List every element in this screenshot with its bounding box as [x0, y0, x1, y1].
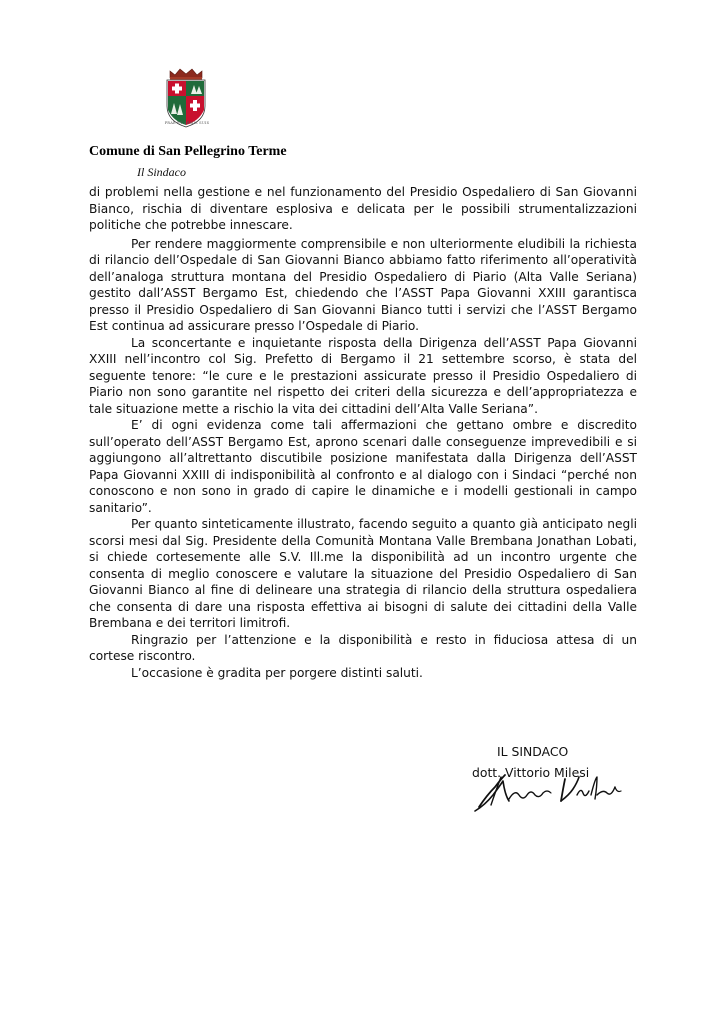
paragraph: E’ di ogni evidenza come tali affermazioni che gettano ombre e discredito sull’operato dell’ASST Bergamo Est, aprono scenari dalle conseguenze imprevedibili e si aggiungono all’altrettanto discutibile posizione manifestata dalla Dirigenza dell’ASST Papa Giovanni XXIII di indisponibilità al confronto e al dialogo con i Sindaci “perché non conoscono e non sono in grado di capire le dinamiche e i modelli gestionali in campo sanitario”.: [89, 418, 637, 515]
letter-body: [89, 184, 637, 681]
signature-title: IL SINDACO: [497, 744, 569, 759]
paragraph: Per rendere maggiormente comprensibile e non ulteriormente eludibili la richiesta di rilancio dell’Ospedale di San Giovanni Bianco abbiamo fatto riferimento all’operatività dell’analoga struttura montana del Presidio Ospedaliero di Piario (Alta Valle Seriana) gestito dall’ASST Bergamo Est, chiedendo che l’ASST Papa Giovanni XXIII garantisca presso il Presidio Ospedaliero di San Giovanni Bianco tutti i servizi che l’ASST Bergamo Est continua ad assicurare presso l’Ospedale di Piario.: [89, 236, 637, 333]
paragraph: Ringrazio per l’attenzione e la disponibilità e resto in fiduciosa attesa di un cortese riscontro.: [89, 632, 637, 663]
commune-name: Comune di San Pellegrino Terme: [89, 144, 287, 159]
crest-motto: PRAE ET ARMIS SUIS: [164, 121, 210, 125]
handwritten-signature: [465, 765, 640, 815]
paragraph: Per quanto sinteticamente illustrato, facendo seguito a quanto già anticipato negli scorsi mesi dal Sig. Presidente della Comunità Montana Valle Brembana Jonathan Lobati, si chiede cortesemente alle S.V. Ill.me la disponibilità ad un incontro urgente che consenta di meglio conoscere e valutare la situazione del Presidio Ospedaliero di San Giovanni Bianco al fine di delineare una strategia di rilancio della struttura ospedaliera che consenta di dare una risposta effettiva ai bisogni di salute dei cittadini della Valle Brembana e dei territori limitrofi.: [89, 517, 637, 630]
paragraph: di problemi nella gestione e nel funzionamento del Presidio Ospedaliero di San Giovanni Bianco, rischia di diventare esplosiva e delicata per le possibili strumentalizzazioni politiche che potrebbe innescare.: [89, 185, 637, 232]
paragraph: L’occasione è gradita per porgere distinti saluti.: [131, 665, 423, 680]
signatory-name: dott. Vittorio Milesi: [472, 765, 590, 780]
mayor-role: Il Sindaco: [137, 165, 186, 179]
paragraph: La sconcertante e inquietante risposta della Dirigenza dell’ASST Papa Giovanni XXIII nell’incontro col Sig. Prefetto di Bergamo il 21 settembre scorso, è stata del seguente tenore: “le cure e le prestazioni assicurate presso il Presidio Ospedaliero di Piario non sono garantite nel rispetto dei criteri della sicurezza e dell’appropriatezza e tale situazione mette a rischio la vita dei cittadini dell’Alta Valle Seriana”.: [89, 335, 637, 416]
